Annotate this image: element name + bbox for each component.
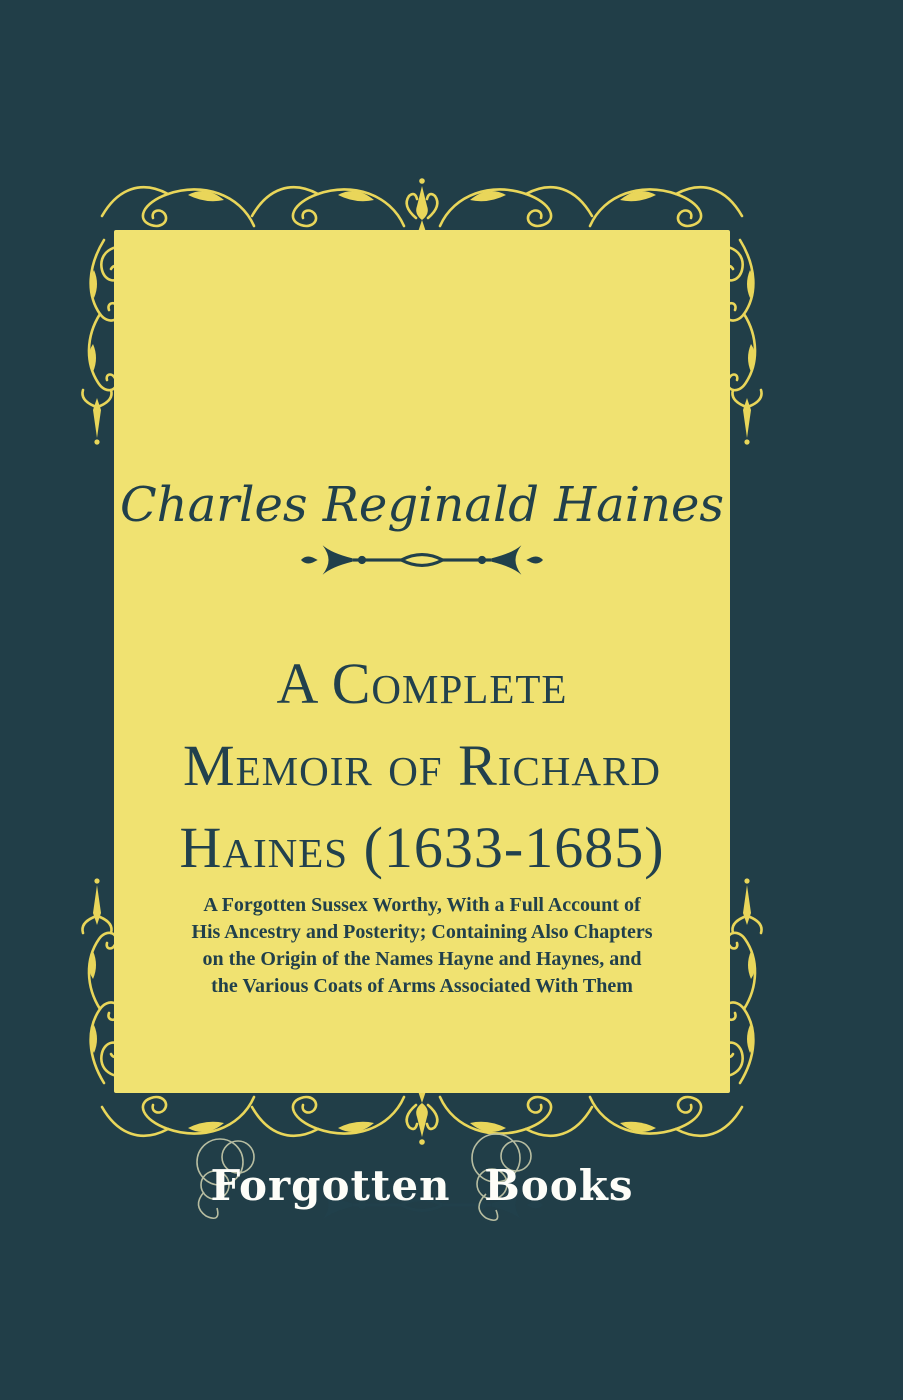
publisher-logo [114,1146,730,1226]
subtitle-line-3: on the Origin of the Names Hayne and Haynes, and [202,948,642,970]
publisher-word-forgotten-text: Forgotten [210,1161,451,1210]
title-line-1: A Complete [276,651,568,716]
cover-panel [114,230,730,1093]
book-title [114,643,730,889]
book-subtitle [114,892,730,1000]
author-name: Charles Reginald Haines [119,477,725,533]
subtitle-line-1: A Forgotten Sussex Worthy, With a Full Account of [203,894,641,916]
divider-ornament-top [299,542,545,578]
title-line-3: Haines (1633-1685) [179,815,665,880]
publisher-word-books-text: Books [484,1161,634,1210]
subtitle-line-4: the Various Coats of Arms Associated With Them [211,975,633,997]
subtitle-line-2: His Ancestry and Posterity; Containing Also Chapters [191,921,653,943]
publisher-word-forgotten [210,1146,450,1226]
title-line-2: Memoir of Richard [183,733,661,798]
publisher-word-books [484,1146,633,1226]
